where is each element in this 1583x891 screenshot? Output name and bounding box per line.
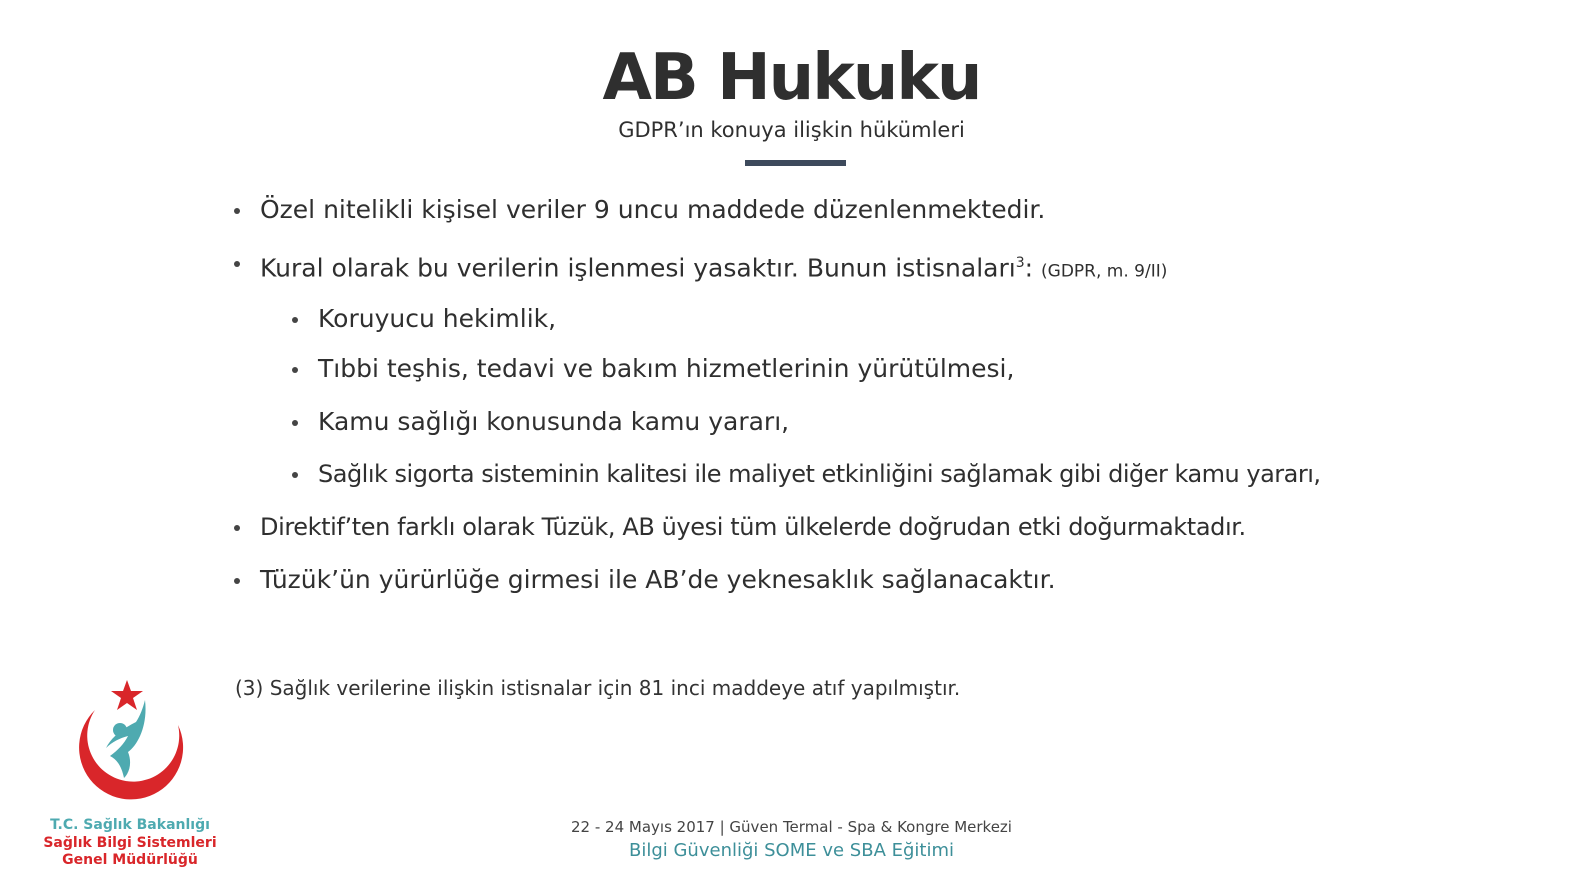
- slide-subtitle: GDPR’ın konuya ilişkin hükümleri: [618, 118, 965, 142]
- footer-event: 22 - 24 Mayıs 2017 | Güven Termal - Spa & Kongre Merkezi: [571, 818, 1012, 836]
- citation: (GDPR, m. 9/II): [1041, 261, 1168, 282]
- bullet-dot: [234, 578, 240, 584]
- sub-bullet-item: [318, 405, 789, 439]
- org-line-2: Sağlık Bilgi Sistemleri: [43, 835, 217, 851]
- bullet-text: Tüzük’ün yürürlüğe girmesi ile AB’de yeknesaklık sağlanacaktır.: [260, 565, 1056, 594]
- sub-bullet-dot: [292, 367, 298, 373]
- bullet-text: Kural olarak bu verilerin işlenmesi yasaktır. Bunun istisnaları: [260, 253, 1016, 283]
- bullet-dot: [234, 261, 240, 267]
- footnote-ref: 3: [1015, 255, 1025, 271]
- sub-bullet-dot: [292, 472, 298, 478]
- bullet-text: Tıbbi teşhis, tedavi ve bakım hizmetlerinin yürütülmesi,: [318, 354, 1015, 383]
- bullet-colon: :: [1024, 253, 1034, 283]
- bullet-dot: [234, 208, 240, 214]
- bullet-text: Direktif’ten farklı olarak Tüzük, AB üyesi tüm ülkelerde doğrudan etki doğurmaktadır.: [260, 513, 1246, 541]
- bullet-item: [260, 193, 1045, 227]
- sub-bullet-dot: [292, 317, 298, 323]
- bullet-text: Kamu sağlığı konusunda kamu yararı,: [318, 407, 790, 436]
- bullet-text: Sağlık sigorta sisteminin kalitesi ile maliyet etkinliğini sağlamak gibi diğer kamu yararı,: [318, 460, 1321, 488]
- bullet-item: [260, 563, 1056, 597]
- org-line-3: Genel Müdürlüğü: [62, 852, 198, 868]
- slide-title: AB Hukuku: [602, 41, 981, 115]
- bullet-item: [260, 246, 1167, 288]
- footnote: (3) Sağlık verilerine ilişkin istisnalar için 81 inci maddeye atıf yapılmıştır.: [235, 676, 961, 700]
- sub-bullet-item: [318, 352, 1014, 386]
- org-line-1: T.C. Sağlık Bakanlığı: [50, 817, 210, 833]
- sub-bullet-item: [318, 302, 556, 336]
- bullet-text: Özel nitelikli kişisel veriler 9 uncu maddede düzenlenmektedir.: [260, 195, 1046, 224]
- footer-training: Bilgi Güvenliği SOME ve SBA Eğitimi: [628, 840, 954, 861]
- sub-bullet-dot: [292, 420, 298, 426]
- sub-bullet-item: [318, 457, 1321, 491]
- bullet-item: [260, 510, 1246, 544]
- bullet-text: Koruyucu hekimlik,: [318, 304, 557, 333]
- bullet-dot: [234, 525, 240, 531]
- title-divider: [745, 160, 846, 166]
